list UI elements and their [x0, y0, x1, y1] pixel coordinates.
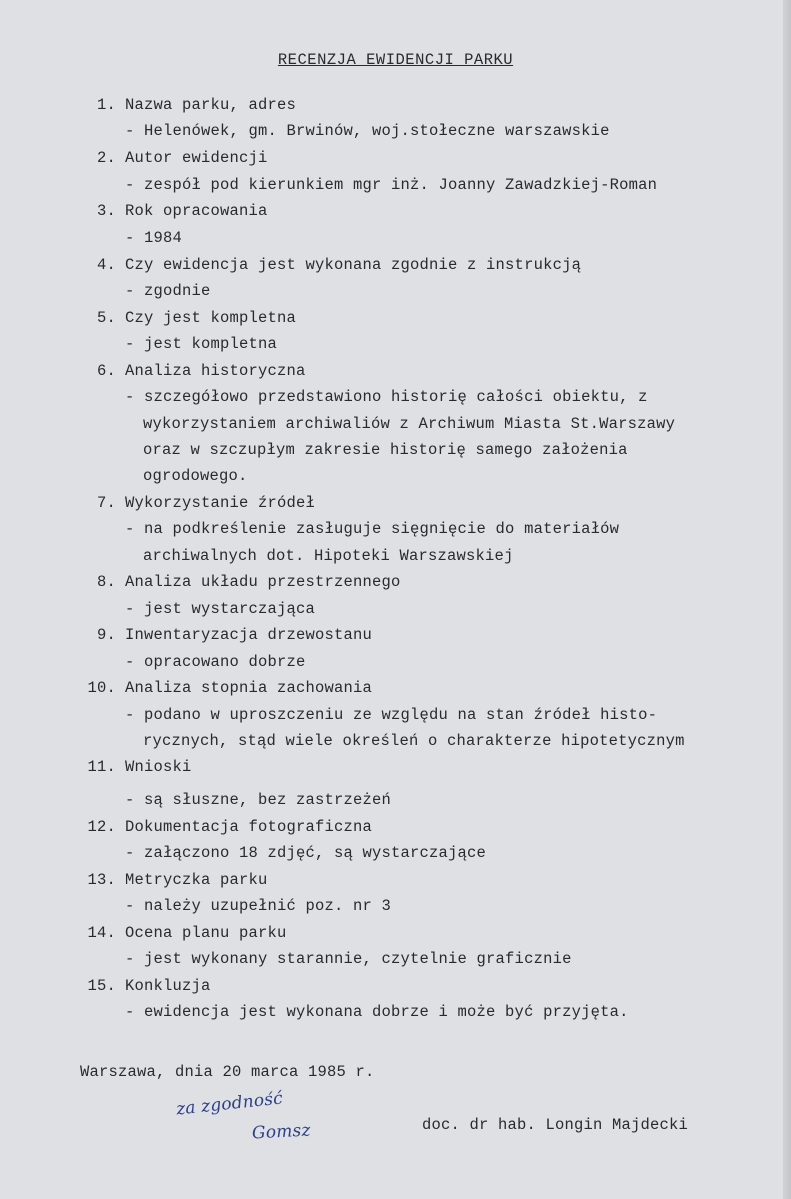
item-body-line: - Helenówek, gm. Brwinów, woj.stołeczne warszawskie — [125, 122, 610, 140]
item-number: 3. — [96, 202, 116, 220]
item-heading: Rok opracowania — [125, 202, 268, 220]
item-number: 6. — [96, 362, 116, 380]
item-body-line: wykorzystaniem archiwaliów z Archiwum Miasta St.Warszawy — [143, 415, 676, 433]
item-body-line: - ewidencja jest wykonana dobrze i może być przyjęta. — [125, 1003, 629, 1021]
item-heading: Metryczka parku — [125, 871, 268, 889]
page-edge — [783, 0, 791, 1199]
document-title: RECENZJA EWIDENCJI PARKU — [277, 51, 514, 69]
item-number: 2. — [96, 149, 116, 167]
item-body-line: - 1984 — [125, 229, 183, 247]
item-heading: Nazwa parku, adres — [125, 96, 297, 114]
item-body-line: - jest kompletna — [125, 335, 278, 353]
item-number: 13. — [87, 871, 116, 889]
item-number: 11. — [87, 758, 116, 776]
item-number: 9. — [96, 626, 116, 644]
item-heading: Autor ewidencji — [125, 149, 268, 167]
item-body-line: - opracowano dobrze — [125, 653, 306, 671]
item-body-line: - załączono 18 zdjęć, są wystarczające — [125, 844, 487, 862]
item-number: 10. — [87, 679, 116, 697]
item-heading: Ocena planu parku — [125, 924, 287, 942]
item-body-line: - na podkreślenie zasługuje sięgnięcie do materiałów — [125, 520, 620, 538]
handwritten-note: za zgodność — [175, 1088, 284, 1120]
item-body-line: - zgodnie — [125, 282, 211, 300]
item-body-line: - są słuszne, bez zastrzeżeń — [125, 791, 392, 809]
item-body-line: - jest wykonany starannie, czytelnie graficznie — [125, 950, 572, 968]
item-body-line: archiwalnych dot. Hipoteki Warszawskiej — [143, 547, 514, 565]
item-heading: Inwentaryzacja drzewostanu — [125, 626, 373, 644]
item-heading: Analiza układu przestrzennego — [125, 573, 401, 591]
item-heading: Wnioski — [125, 758, 192, 776]
item-body-line: - należy uzupełnić poz. nr 3 — [125, 897, 392, 915]
item-number: 1. — [96, 96, 116, 114]
item-heading: Analiza stopnia zachowania — [125, 679, 373, 697]
item-heading: Analiza historyczna — [125, 362, 306, 380]
item-body-line: rycznych, stąd wiele określeń o charakterze hipotetycznym — [143, 732, 685, 750]
item-number: 7. — [96, 494, 116, 512]
place-date: Warszawa, dnia 20 marca 1985 r. — [80, 1063, 375, 1081]
item-body-line: oraz w szczupłym zakresie historię samego założenia — [143, 441, 628, 459]
item-body-line: ogrodowego. — [143, 467, 248, 485]
item-heading: Czy ewidencja jest wykonana zgodnie z instrukcją — [125, 256, 582, 274]
item-number: 15. — [87, 977, 116, 995]
item-body-line: - jest wystarczająca — [125, 600, 316, 618]
handwritten-signature: Gomsz — [251, 1120, 312, 1144]
item-body-line: - zespół pod kierunkiem mgr inż. Joanny Zawadzkiej-Roman — [125, 176, 658, 194]
item-number: 12. — [87, 818, 116, 836]
item-heading: Czy jest kompletna — [125, 309, 297, 327]
item-heading: Konkluzja — [125, 977, 211, 995]
item-number: 8. — [96, 573, 116, 591]
item-heading: Wykorzystanie źródeł — [125, 494, 316, 512]
signatory-name: doc. dr hab. Longin Majdecki — [422, 1116, 689, 1134]
item-number: 14. — [87, 924, 116, 942]
item-number: 4. — [96, 256, 116, 274]
item-body-line: - podano w uproszczeniu ze względu na stan źródeł histo- — [125, 706, 658, 724]
item-body-line: - szczegółowo przedstawiono historię całości obiektu, z — [125, 388, 648, 406]
item-number: 5. — [96, 309, 116, 327]
item-heading: Dokumentacja fotograficzna — [125, 818, 373, 836]
